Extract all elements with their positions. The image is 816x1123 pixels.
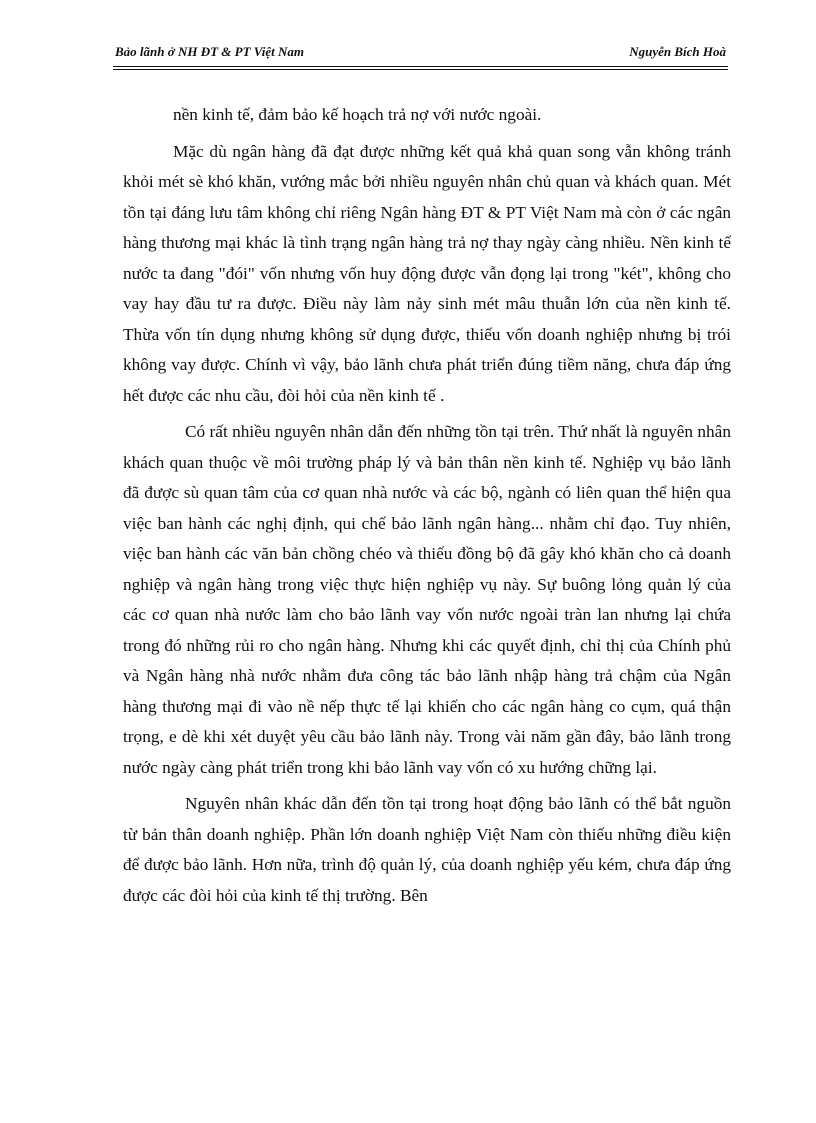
paragraph-4: Nguyên nhân khác dẫn đến tồn tại trong hoạt động bảo lãnh có thể bắt nguồn từ bản thân doanh nghiệp. Phần lớn doanh nghiệp Việt Nam còn thiếu những điều kiện để được bảo lãnh. Hơn nữa, trình độ quản lý, của doanh nghiệp yếu kém, chưa đáp ứng được các đòi hỏi của kinh tế thị trường. Bên (123, 794, 731, 905)
header-document-title: Bảo lãnh ở NH ĐT & PT Việt Nam (115, 44, 304, 59)
document-body (123, 100, 731, 911)
paragraph-2: Mặc dù ngân hàng đã đạt được những kết quả khả quan song vẫn không tránh khỏi mét sè khó khăn, vướng mắc bởi nhiều nguyên nhân chủ quan và khách quan. Mét tồn tại đáng lưu tâm không chỉ riêng Ngân hàng ĐT & PT Việt Nam mà còn ở các ngân hàng thương mại khác là tình trạng ngân hàng trả nợ thay ngày càng nhiều. Nền kinh tế nước ta đang "đói" vốn nhưng vốn huy động được vẫn đọng lại trong "két", không cho vay hay đầu tư ra được. Điều này làm nảy sinh mét mâu thuẫn lớn của nền kinh tế. Thừa vốn tín dụng nhưng không sử dụng được, thiếu vốn doanh nghiệp nhưng bị trói không vay được. Chính vì vậy, bảo lãnh chưa phát triển đúng tiềm năng, chưa đáp ứng hết được các nhu cầu, đòi hỏi của nền kinh tế . (123, 141, 731, 405)
header-author-name: Nguyễn Bích Hoà (629, 44, 726, 59)
paragraph-1: nền kinh tế, đảm bảo kế hoạch trả nợ với nước ngoài. (173, 105, 542, 124)
paragraph-3: Có rất nhiều nguyên nhân dẫn đến những tồn tại trên. Thứ nhất là nguyên nhân khách quan thuộc về môi trường pháp lý và bản thân nền kinh tế. Nghiệp vụ bảo lãnh đã được sù quan tâm của cơ quan nhà nước và các bộ, ngành có liên quan thể hiện qua việc ban hành các nghị định, qui chế bảo lãnh ngân hàng... nhằm chỉ đạo. Tuy nhiên, việc ban hành các văn bản chồng chéo và thiếu đồng bộ đã gây khó khăn cho cả doanh nghiệp và ngân hàng trong việc thực hiện nghiệp vụ này. Sự buông lỏng quản lý của các cơ quan nhà nước làm cho bảo lãnh vay vốn nước ngoài tràn lan nhưng lại chứa trong đó những rủi ro cho ngân hàng. Nhưng khi các quyết định, chỉ thị của Chính phủ và Ngân hàng nhà nước nhằm đưa công tác bảo lãnh nhập hàng trả chậm của Ngân hàng thương mại đi vào nề nếp thực tế lại khiến cho các ngân hàng co cụm, quá thận trọng, e dè khi xét duyệt yêu cầu bảo lãnh này. Trong vài năm gần đây, bảo lãnh trong nước ngày càng phát triển trong khi bảo lãnh vay vốn có xu hướng chững lại. (123, 422, 731, 777)
page-header (113, 40, 728, 70)
